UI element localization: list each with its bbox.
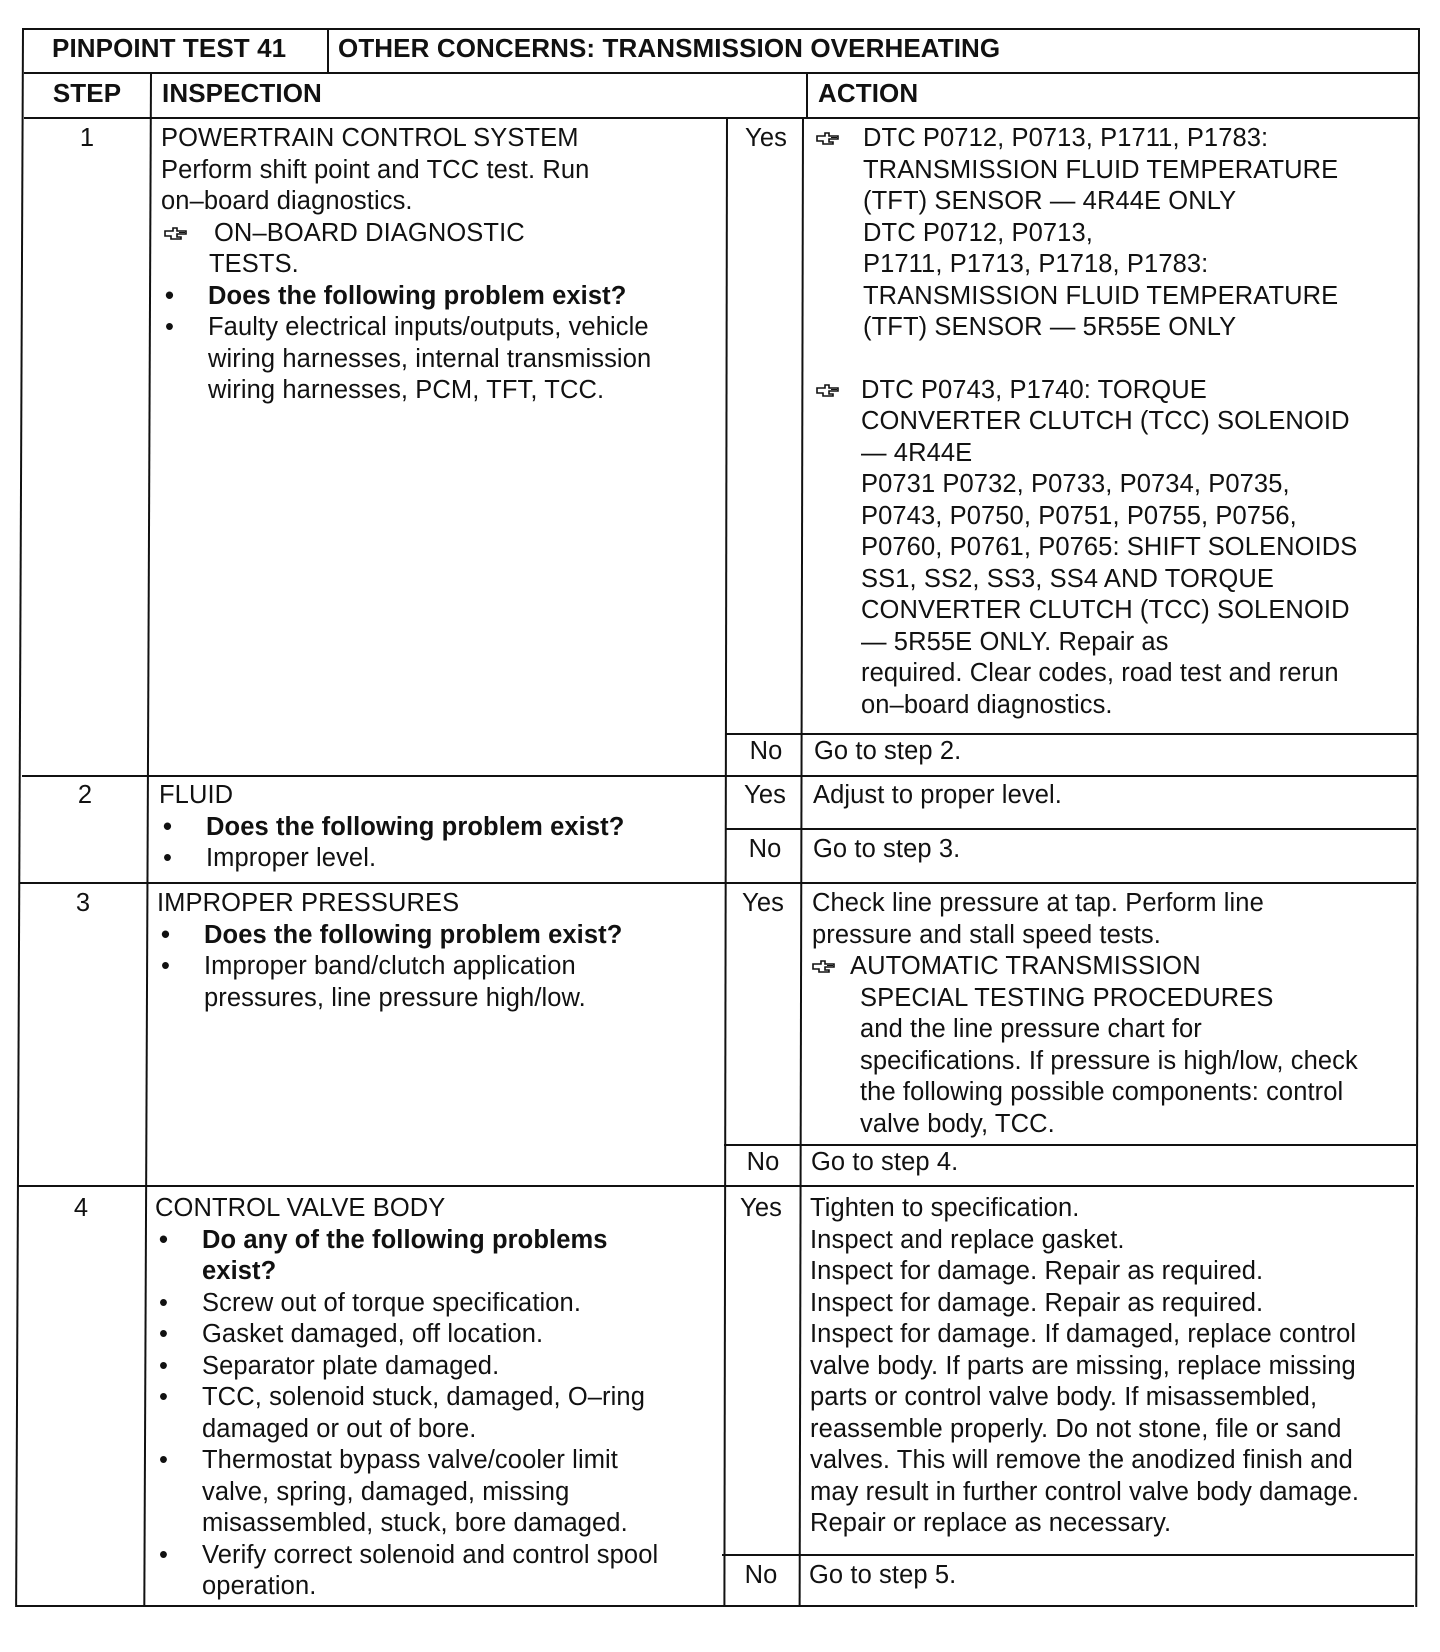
pointing-hand-icon bbox=[812, 960, 836, 973]
reference-text: ON–BOARD DIAGNOSTIC TESTS. bbox=[209, 218, 525, 278]
no-action: Go to step 2. bbox=[814, 737, 962, 765]
column-header-action: ACTION bbox=[818, 78, 919, 108]
list-item: • Improper level. bbox=[159, 843, 624, 875]
inspection-question: • Does the following problem exist? bbox=[161, 281, 651, 313]
divider-step2-yesno bbox=[726, 828, 1416, 830]
step-inspection bbox=[161, 123, 651, 407]
inspection-question: • Do any of the following problems exist? bbox=[155, 1225, 658, 1288]
column-header-step: STEP bbox=[52, 78, 122, 108]
no-label: No bbox=[744, 1561, 778, 1589]
inspection-text: Perform shift point and TCC test. Run on–board diagnostics. bbox=[161, 155, 590, 215]
step-number: 2 bbox=[77, 781, 93, 809]
divider-header-2 bbox=[24, 117, 1420, 119]
action-pointer bbox=[812, 951, 1358, 1014]
inspection-question: • Does the following problem exist? bbox=[157, 920, 622, 952]
inspection-title: FLUID bbox=[159, 781, 234, 809]
list-item: • TCC, solenoid stuck, damaged, O–ring damaged or out of bore. bbox=[155, 1382, 658, 1445]
yes-action bbox=[812, 888, 1358, 1140]
divider-step3 bbox=[18, 1185, 1414, 1187]
list-item: • Separator plate damaged. bbox=[155, 1351, 658, 1383]
pointing-hand-icon bbox=[816, 384, 840, 397]
yes-label: Yes bbox=[745, 124, 787, 152]
yes-label: Yes bbox=[744, 781, 786, 809]
step-inspection bbox=[157, 888, 622, 1014]
action-pointer-2 bbox=[816, 375, 1357, 722]
list-item: • Verify correct solenoid and control spool operation. bbox=[155, 1540, 658, 1603]
yes-action: Adjust to proper level. bbox=[813, 781, 1062, 809]
inspection-title: POWERTRAIN CONTROL SYSTEM bbox=[161, 124, 579, 152]
inspection-bullets bbox=[159, 812, 624, 875]
no-label: No bbox=[749, 737, 783, 765]
list-item: • Improper band/clutch application pressures, line pressure high/low. bbox=[157, 951, 622, 1014]
column-header-inspection: INSPECTION bbox=[162, 78, 322, 108]
divider-header-title bbox=[327, 28, 329, 73]
reference-text: AUTOMATIC TRANSMISSION SPECIAL TESTING PROCEDURES bbox=[850, 952, 1274, 1012]
action-intro: Check line pressure at tap. Perform line pressure and stall speed tests. bbox=[812, 889, 1264, 949]
inspection-title: CONTROL VALVE BODY bbox=[155, 1194, 446, 1222]
divider-step1 bbox=[22, 775, 1418, 777]
action-pointer-1 bbox=[816, 123, 1357, 344]
yes-label: Yes bbox=[742, 889, 784, 917]
test-title: OTHER CONCERNS: TRANSMISSION OVERHEATING bbox=[338, 33, 1001, 63]
action-text: DTC P0712, P0713, P1711, P1783: TRANSMISSION FLUID TEMPERATURE (TFT) SENSOR — 4R44E ONLY DTC P0712, P0713, P1711, P1713, P1718, P1783: TRANSMISSION FLUID TEMPERATURE (TFT) SENSOR — 5R55E ONLY bbox=[863, 124, 1339, 341]
list-item: • Screw out of torque specification. bbox=[155, 1288, 658, 1320]
yes-action: Tighten to specification. Inspect and replace gasket. Inspect for damage. Repair as required. Inspect for damage. Repair as required. Inspect for damage. If damaged, replace control valve body. If parts are missing, replace missing parts or control valve body. If misassembled, reassemble properly. Do not stone, file or sand valves. This will remove the anodized finish and may result in further control valve body damage. Repair or replace as necessary. bbox=[810, 1194, 1360, 1537]
divider-action-column-header bbox=[806, 72, 808, 119]
border-bottom bbox=[16, 1605, 1414, 1607]
pointing-hand-icon bbox=[816, 132, 840, 145]
divider-step2 bbox=[20, 882, 1416, 884]
list-item: • Gasket damaged, off location. bbox=[155, 1319, 658, 1351]
no-action: Go to step 3. bbox=[813, 835, 961, 863]
step-inspection bbox=[155, 1193, 658, 1603]
inspection-bullets bbox=[155, 1225, 658, 1603]
no-label: No bbox=[748, 835, 782, 863]
list-item: • Faulty electrical inputs/outputs, vehicle wiring harnesses, internal transmission wiring harnesses, PCM, TFT, TCC. bbox=[161, 312, 651, 407]
step-inspection bbox=[159, 780, 624, 875]
divider-step1-yesno bbox=[726, 733, 1418, 735]
no-action: Go to step 5. bbox=[809, 1561, 957, 1589]
border-top bbox=[24, 28, 1420, 30]
yes-action bbox=[816, 123, 1357, 721]
no-action: Go to step 4. bbox=[811, 1148, 959, 1176]
border-right bbox=[1415, 28, 1420, 1607]
reference-pointer bbox=[161, 218, 651, 281]
step-number: 3 bbox=[75, 889, 91, 917]
inspection-bullets bbox=[161, 281, 651, 407]
list-item: • Thermostat bypass valve/cooler limit valve, spring, damaged, missing misassembled, stuck, bore damaged. bbox=[155, 1445, 658, 1540]
yes-label: Yes bbox=[740, 1194, 782, 1222]
step-number: 4 bbox=[73, 1194, 89, 1222]
inspection-bullets bbox=[157, 920, 622, 1015]
action-text: DTC P0743, P1740: TORQUE CONVERTER CLUTCH (TCC) SOLENOID — 4R44E P0731 P0732, P0733, P0734, P0735, P0743, P0750, P0751, P0755, P0756, P0760, P0761, P0765: SHIFT SOLENOIDS SS1, SS2, SS3, SS4 AND TORQUE CONVERTER CLUTCH (TCC) SOLENOID — 5R55E ONLY. Repair as required. Clear codes, road test and rerun on–board diagnostics. bbox=[861, 375, 1358, 719]
inspection-question: • Does the following problem exist? bbox=[159, 812, 624, 844]
divider-step3-yesno bbox=[724, 1144, 1416, 1146]
divider-step-column bbox=[143, 72, 152, 1607]
border-left bbox=[15, 28, 24, 1607]
inspection-title: IMPROPER PRESSURES bbox=[157, 889, 460, 917]
divider-header-1 bbox=[24, 72, 1420, 74]
test-number: PINPOINT TEST 41 bbox=[52, 33, 287, 63]
step-number: 1 bbox=[79, 124, 95, 152]
pointing-hand-icon bbox=[164, 227, 188, 240]
action-text: and the line pressure chart for specifications. If pressure is high/low, check the following possible components: control valve body, TCC. bbox=[860, 1015, 1358, 1138]
divider-step4-yesno bbox=[722, 1554, 1414, 1556]
no-label: No bbox=[746, 1148, 780, 1176]
